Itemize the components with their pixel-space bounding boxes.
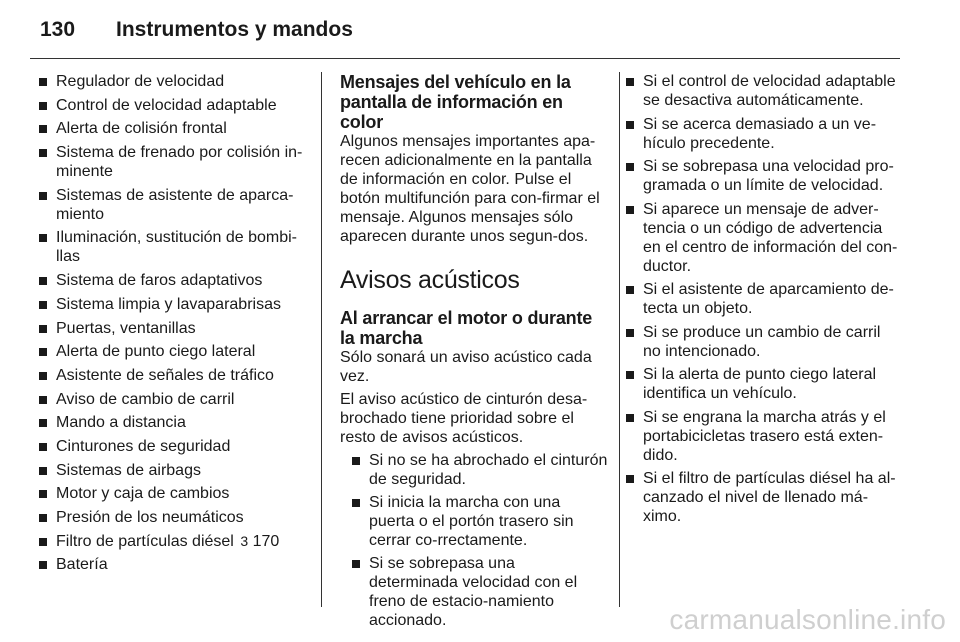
list-item: Sistema limpia y lavaparabrisas [37,295,309,314]
list-item: Si se acerca demasiado a un ve-hículo precedente. [624,115,902,153]
list-item: Si el filtro de partículas diésel ha al-canzado el nivel de llenado má-ximo. [624,469,902,526]
warning-list [350,451,608,630]
list-item: Cinturones de seguridad [37,437,309,456]
list-item: Si aparece un mensaje de adver-tencia o un código de advertencia en el centro de información del con-ductor. [624,200,902,276]
list-item: Alerta de punto ciego lateral [37,342,309,361]
list-item: Iluminación, sustitución de bombi-llas [37,228,309,266]
section-heading: Mensajes del vehículo en la pantalla de información en color [340,72,571,132]
list-item: Si se engrana la marcha atrás y el portabicicletas trasero está exten-dido. [624,408,902,465]
column-2 [340,72,608,634]
list-item: Si inicia la marcha con una puerta o el portón trasero sin cerrar co-rrectamente. [350,493,608,550]
list-item: Alerta de colisión frontal [37,119,309,138]
page-reference-number[interactable]: 170 [252,532,280,550]
header-divider [30,58,900,59]
body-text: El aviso acústico de cinturón desa-brochado tiene prioridad sobre el resto de avisos acústicos. [340,391,588,446]
warning-list [624,72,902,526]
list-item: Motor y caja de cambios [37,484,309,503]
page-title: Instrumentos y mandos [116,18,353,41]
list-item: Sistemas de airbags [37,461,309,480]
page-number: 130 [40,18,76,41]
feature-list [37,72,309,574]
list-item: Sistemas de asistente de aparca-miento [37,186,309,224]
list-item: Control de velocidad adaptable [37,96,309,115]
list-item: Si no se ha abrochado el cinturón de seguridad. [350,451,608,489]
list-item: Mando a distancia [37,413,309,432]
page-header [0,0,960,62]
column-divider [619,72,620,607]
list-item: Filtro de partículas diésel 3 170 [37,532,309,551]
list-item: Puertas, ventanillas [37,319,309,338]
section-title: Avisos acústicos [340,266,520,294]
list-item: Si la alerta de punto ciego lateral identifica un vehículo. [624,365,902,403]
list-item: Aviso de cambio de carril [37,390,309,409]
list-item: Regulador de velocidad [37,72,309,91]
column-divider [321,72,322,607]
page-reference-arrow-icon[interactable]: 3 [240,532,249,549]
list-item: Si se produce un cambio de carril no intencionado. [624,323,902,361]
list-item: Si el asistente de aparcamiento de-tecta un objeto. [624,280,902,318]
watermark: carmanualsonline.info [669,604,946,635]
subsection-heading: Al arrancar el motor o durante la marcha [340,308,593,348]
list-item: Si se sobrepasa una determinada velocidad con el freno de estacio-namiento accionado. [350,554,608,630]
list-item: Si se sobrepasa una velocidad pro-gramada o un límite de velocidad. [624,157,902,195]
body-text: Algunos mensajes importantes apa-recen adicionalmente en la pantalla de información en color. Pulse el botón multifunción para con-firmar el mensaje. Algunos mensajes sólo aparecen durante unos segun-dos. [340,133,600,245]
list-item: Asistente de señales de tráfico [37,366,309,385]
list-item: Si el control de velocidad adaptable se desactiva automáticamente. [624,72,902,110]
list-item: Sistema de faros adaptativos [37,271,309,290]
list-item: Batería [37,555,309,574]
list-item: Presión de los neumáticos [37,508,309,527]
column-3 [624,72,902,531]
list-item: Sistema de frenado por colisión in-minente [37,143,309,181]
column-1 [37,72,309,579]
body-text: Sólo sonará un aviso acústico cada vez. [340,349,592,385]
